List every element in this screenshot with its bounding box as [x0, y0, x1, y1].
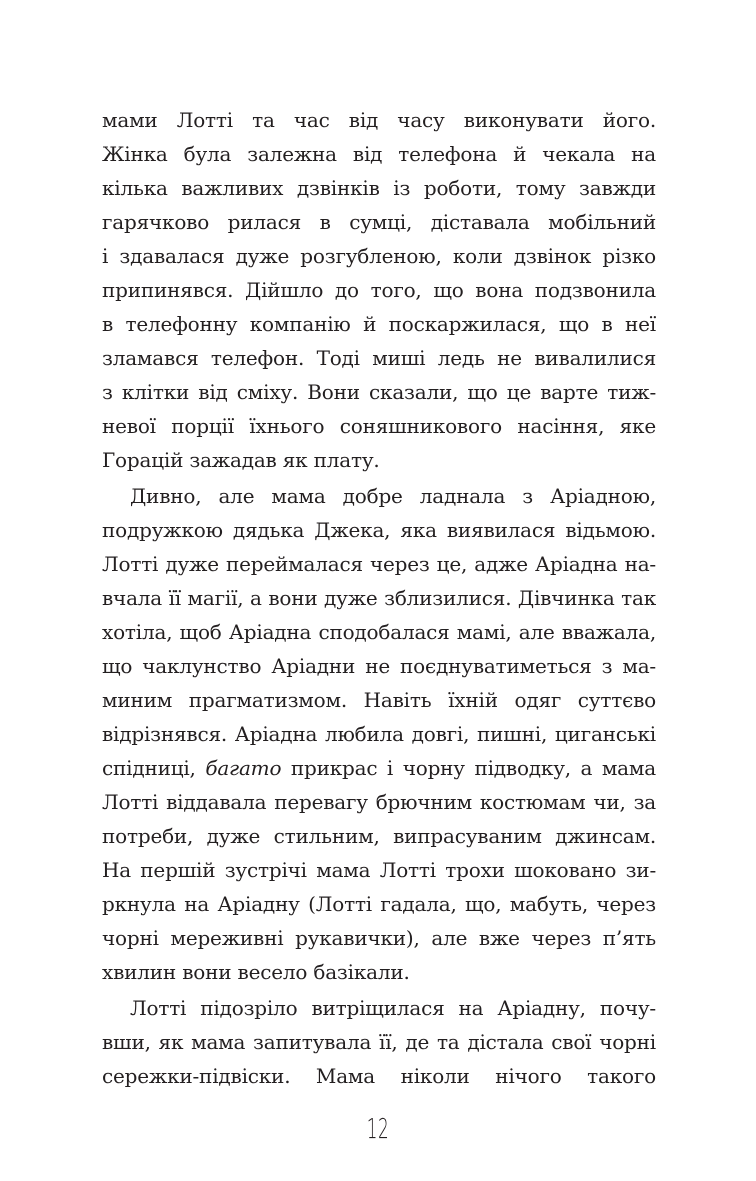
text-line: подружкою дядька Джека, яка виявилася відьмою.	[102, 518, 656, 542]
text-line: кілька важливих дзвінків із роботи, тому завжди	[102, 176, 656, 200]
text-line: хвилин вони весело базікали.	[102, 960, 410, 984]
text-line: відрізнявся. Аріадна любила довгі, пишні, циганські	[102, 722, 656, 746]
text-line: вши, як мама запитувала її, де та дістала свої чорні	[102, 1030, 656, 1054]
text-line: спідниці, багато прикрас і чорну підводку, а мама	[102, 756, 656, 780]
text-line: в телефонну компанію й поскаржилася, що в неї	[102, 312, 656, 336]
paragraph-1	[102, 103, 656, 477]
text-line: зламався телефон. Тоді миші ледь не вивалилися	[102, 346, 656, 370]
text-line: потреби, дуже стильним, випрасуваним джинсам.	[102, 824, 656, 848]
text-line: ркнула на Аріадну (Лотті гадала, що, мабуть, через	[102, 892, 656, 916]
text-line: і здавалася дуже розгубленою, коли дзвінок різко	[102, 244, 656, 268]
page-number: 12	[366, 1112, 390, 1145]
text-line: гарячково рилася в сумці, діставала мобільний	[102, 210, 656, 234]
text-line: невої порції їхнього соняшникового насіння, яке	[102, 414, 656, 438]
text-line: мами Лотті та час від часу виконувати його.	[102, 108, 656, 132]
text-line: Дивно, але мама добре ладнала з Аріадною,	[130, 484, 656, 508]
text-line: Жінка була залежна від телефона й чекала на	[102, 142, 656, 166]
body-text	[102, 103, 656, 1093]
paragraph-3	[102, 991, 656, 1093]
text-line: сережки-підвіски. Мама ніколи нічого такого	[102, 1064, 656, 1088]
text-line: Лотті віддавала перевагу брючним костюмам чи, за	[102, 790, 656, 814]
text-line: з клітки від сміху. Вони сказали, що це варте тиж-	[102, 380, 656, 404]
text-line: На першій зустрічі мама Лотті трохи шоковано зи-	[102, 858, 656, 882]
text-line: припинявся. Дійшло до того, що вона подзвонила	[102, 278, 656, 302]
text-line: що чаклунство Аріадни не поєднуватиметься з ма-	[102, 654, 656, 678]
text-line: Лотті дуже переймалася через це, адже Аріадна на-	[102, 552, 656, 576]
text-line: Лотті підозріло витріщилася на Аріадну, почу-	[130, 996, 656, 1020]
text-line: Горацій зажадав як плату.	[102, 448, 380, 472]
text-line: чорні мереживні рукавички), але вже через п’ять	[102, 926, 656, 950]
text-line: миним прагматизмом. Навіть їхній одяг суттєво	[102, 688, 656, 712]
paragraph-2	[102, 479, 656, 989]
text-line: хотіла, щоб Аріадна сподобалася мамі, але вважала,	[102, 620, 656, 644]
text-line: вчала її магії, а вони дуже зблизилися. Дівчинка так	[102, 586, 656, 610]
